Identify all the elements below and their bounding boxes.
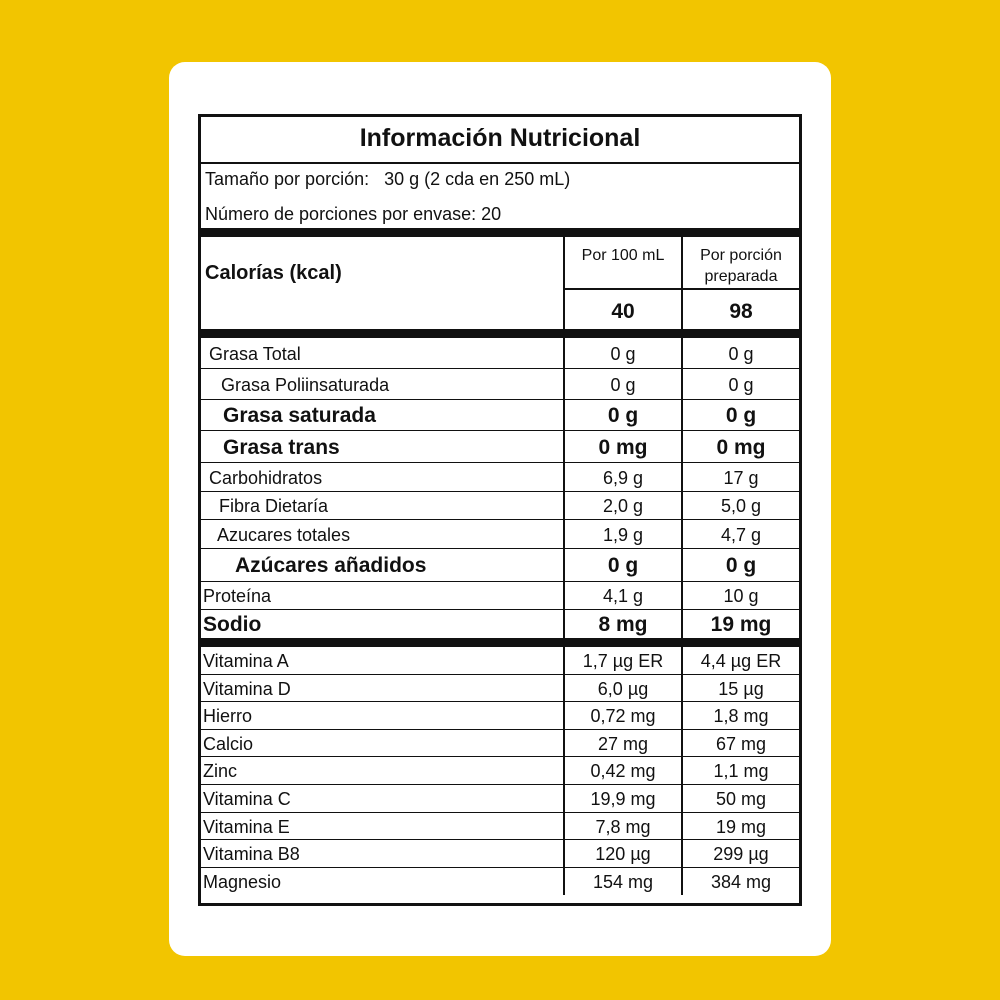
calories-thick-divider — [201, 228, 799, 237]
table-row — [201, 463, 799, 492]
value-per-serving: 1,1 mg — [713, 761, 769, 781]
table-row — [201, 813, 799, 840]
value-per-serving: 17 g — [723, 468, 759, 488]
value-per-serving: 384 mg — [710, 872, 772, 892]
col-header-per-serving: Por porción preparada — [700, 247, 782, 285]
row-label: Grasa Total — [209, 344, 301, 364]
value-per-serving: 5,0 g — [720, 496, 762, 516]
value-per-100ml: 6,9 g — [602, 468, 644, 488]
row-col-divider-2 — [681, 757, 683, 785]
value-per-100ml: 120 µg — [595, 844, 651, 864]
row-col-divider-2 — [681, 582, 683, 610]
row-col-divider-1 — [563, 582, 565, 610]
row-col-divider-1 — [563, 730, 565, 757]
row-label: Proteína — [203, 586, 272, 606]
row-col-divider-2 — [681, 702, 683, 730]
value-per-serving: 0 g — [725, 554, 757, 577]
value-per-serving: 4,7 g — [720, 525, 762, 545]
value-per-100ml: 0,42 mg — [590, 761, 656, 781]
row-col-divider-2 — [681, 610, 683, 638]
row-col-divider-1 — [563, 520, 565, 549]
row-col-divider-1 — [563, 868, 565, 895]
row-col-divider-1 — [563, 675, 565, 702]
nutrients-thick-divider — [201, 329, 799, 338]
value-per-serving: 19 mg — [715, 817, 767, 837]
value-per-serving: 67 mg — [715, 734, 767, 754]
row-col-divider-1 — [563, 702, 565, 730]
table-row — [201, 647, 799, 675]
table-row — [201, 730, 799, 757]
row-col-divider-2 — [681, 647, 683, 675]
row-col-divider-2 — [681, 868, 683, 895]
table-row — [201, 582, 799, 610]
row-col-divider-1 — [563, 338, 565, 369]
calories-value-divider — [563, 288, 799, 290]
value-per-100ml: 0 g — [607, 554, 639, 577]
value-per-100ml: 6,0 µg — [597, 679, 649, 699]
table-row — [201, 549, 799, 582]
value-per-100ml: 1,7 µg ER — [582, 651, 664, 671]
row-col-divider-1 — [563, 647, 565, 675]
value-per-100ml: 27 mg — [597, 734, 649, 754]
value-per-100ml: 0 g — [610, 344, 636, 364]
row-col-divider-2 — [681, 400, 683, 431]
table-row — [201, 702, 799, 730]
table-row — [201, 400, 799, 431]
row-col-divider-2 — [681, 369, 683, 400]
table-row — [201, 840, 799, 868]
row-col-divider-2 — [681, 840, 683, 868]
row-col-divider-2 — [681, 730, 683, 757]
table-row — [201, 369, 799, 400]
value-per-100ml: 8 mg — [598, 613, 648, 636]
label-title: Información Nutricional — [359, 124, 641, 152]
value-per-serving: 10 g — [723, 586, 759, 606]
value-per-100ml: 1,9 g — [602, 525, 644, 545]
value-per-serving: 4,4 µg ER — [700, 651, 782, 671]
table-row — [201, 431, 799, 463]
value-per-100ml: 154 mg — [592, 872, 654, 892]
row-label: Hierro — [203, 706, 253, 726]
value-per-serving: 0 g — [725, 404, 757, 427]
calories-label: Calorías (kcal) — [205, 262, 342, 284]
calories-value-per-100ml: 40 — [611, 300, 635, 323]
value-per-100ml: 7,8 mg — [595, 817, 651, 837]
row-label: Grasa trans — [223, 436, 340, 459]
title-divider — [201, 162, 799, 164]
table-row — [201, 757, 799, 785]
value-per-100ml: 0 g — [610, 375, 636, 395]
row-col-divider-1 — [563, 785, 565, 813]
value-per-100ml: 0 g — [607, 404, 639, 427]
row-label: Vitamina C — [203, 789, 291, 809]
row-col-divider-1 — [563, 610, 565, 638]
table-row — [201, 868, 799, 895]
value-per-100ml: 19,9 mg — [590, 789, 656, 809]
row-col-divider-1 — [563, 400, 565, 431]
row-label: Azúcares añadidos — [235, 554, 427, 577]
row-col-divider-1 — [563, 463, 565, 492]
serving-size — [205, 170, 570, 188]
row-col-divider-1 — [563, 492, 565, 520]
row-col-divider-1 — [563, 813, 565, 840]
value-per-100ml: 4,1 g — [602, 586, 644, 606]
value-per-serving: 0 g — [728, 375, 754, 395]
row-col-divider-2 — [681, 431, 683, 463]
row-col-divider-1 — [563, 840, 565, 868]
value-per-serving: 50 mg — [715, 789, 767, 809]
row-label: Azucares totales — [217, 525, 351, 545]
nutrition-facts-label — [198, 114, 802, 906]
vitamins-thick-divider — [201, 638, 799, 647]
value-per-100ml: 2,0 g — [602, 496, 644, 516]
row-col-divider-2 — [681, 338, 683, 369]
table-row — [201, 338, 799, 369]
row-col-divider-2 — [681, 463, 683, 492]
table-row — [201, 492, 799, 520]
row-label: Vitamina A — [203, 651, 289, 671]
serving-size-label: Tamaño por porción: — [205, 169, 370, 189]
row-col-divider-2 — [681, 520, 683, 549]
row-col-divider-1 — [563, 431, 565, 463]
table-row — [201, 610, 799, 638]
row-col-divider-2 — [681, 492, 683, 520]
table-row — [201, 675, 799, 702]
row-col-divider-2 — [681, 813, 683, 840]
row-label: Zinc — [203, 761, 238, 781]
row-label: Sodio — [203, 613, 262, 636]
row-col-divider-2 — [681, 675, 683, 702]
row-label: Grasa Poliinsaturada — [221, 375, 390, 395]
value-per-serving: 1,8 mg — [713, 706, 769, 726]
value-per-100ml: 0,72 mg — [590, 706, 656, 726]
row-label: Calcio — [203, 734, 254, 754]
value-per-serving: 299 µg — [713, 844, 769, 864]
row-label: Grasa saturada — [223, 404, 376, 427]
servings-per-container: Número de porciones por envase: 20 — [205, 204, 502, 224]
row-label: Carbohidratos — [209, 468, 323, 488]
value-per-serving: 0 mg — [716, 436, 766, 459]
serving-size-value: 30 g (2 cda en 250 mL) — [384, 169, 571, 189]
value-per-serving: 0 g — [728, 344, 754, 364]
row-col-divider-2 — [681, 785, 683, 813]
row-label: Magnesio — [203, 872, 282, 892]
row-col-divider-2 — [681, 549, 683, 582]
table-row — [201, 520, 799, 549]
row-col-divider-1 — [563, 549, 565, 582]
col-header-per-100ml: Por 100 mL — [581, 247, 665, 264]
row-label: Vitamina B8 — [203, 844, 300, 864]
calories-value-per-serving: 98 — [729, 300, 753, 323]
row-col-divider-1 — [563, 369, 565, 400]
value-per-100ml: 0 mg — [598, 436, 648, 459]
row-label: Vitamina D — [203, 679, 291, 699]
row-col-divider-1 — [563, 757, 565, 785]
row-label: Fibra Dietaría — [219, 496, 329, 516]
row-label: Vitamina E — [203, 817, 290, 837]
value-per-serving: 15 µg — [718, 679, 764, 699]
table-row — [201, 785, 799, 813]
value-per-serving: 19 mg — [710, 613, 772, 636]
